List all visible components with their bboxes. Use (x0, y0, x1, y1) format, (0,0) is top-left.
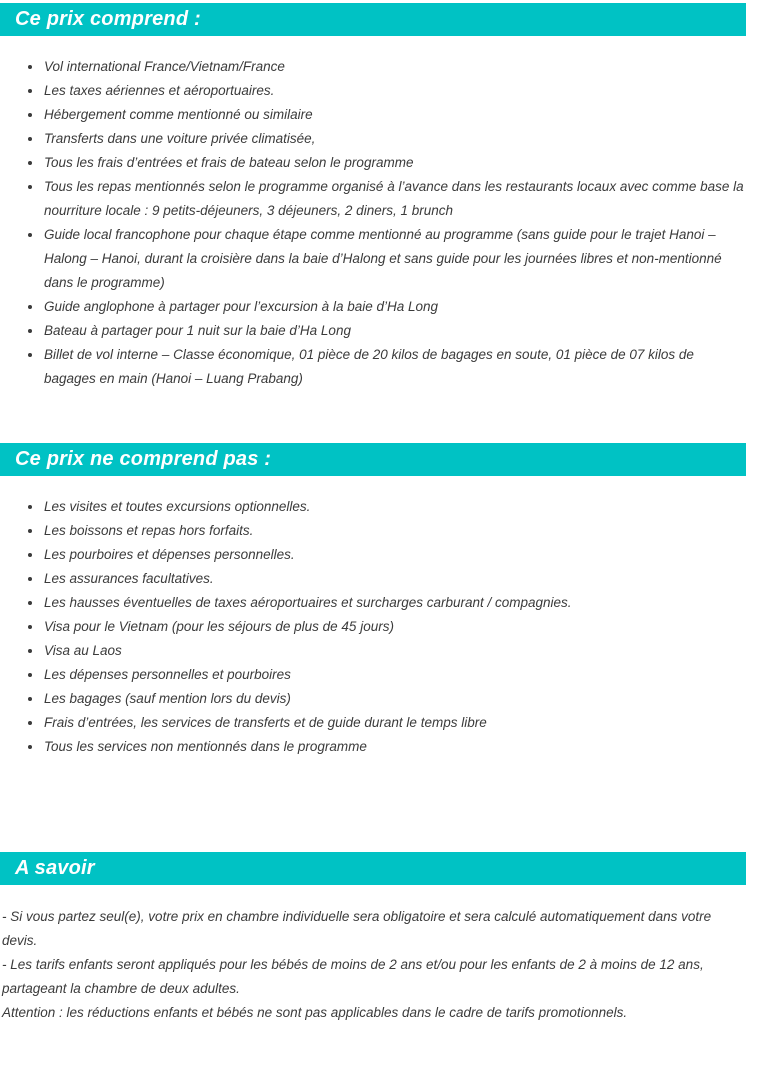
not-included-items-list (0, 495, 758, 759)
list-item: • Visa pour le Vietnam (pour les séjours de plus de 45 jours) (43, 615, 748, 639)
section-notes (0, 852, 758, 1025)
list-item: • Visa au Laos (43, 639, 748, 663)
tour-price-details-page (0, 3, 758, 1025)
list-item: • Tous les services non mentionnés dans le programme (43, 735, 748, 759)
list-item: • Les visites et toutes excursions optionnelles. (43, 495, 748, 519)
list-item: • Bateau à partager pour 1 nuit sur la baie d’Ha Long (43, 319, 748, 343)
list-item: • Hébergement comme mentionné ou similaire (43, 103, 748, 127)
note-line: - Si vous partez seul(e), votre prix en chambre individuelle sera obligatoire et sera calculé automatiquement dans votre devis. (2, 909, 712, 948)
list-item: • Les hausses éventuelles de taxes aéroportuaires et surcharges carburant / compagnies. (43, 591, 748, 615)
section-price-included (0, 3, 758, 391)
note-line: - Les tarifs enfants seront appliqués pour les bébés de moins de 2 ans et/ou pour les enfants de 2 à moins de 12 ans, partageant la chambre de deux adultes. (2, 957, 704, 996)
list-item: • Les pourboires et dépenses personnelles. (43, 543, 748, 567)
section-price-not-included (0, 443, 758, 759)
note-line: Attention : les réductions enfants et bébés ne sont pas applicables dans le cadre de tarifs promotionnels. (2, 1005, 628, 1020)
included-section-title: Ce prix comprend : (15, 8, 201, 30)
list-item: • Les taxes aériennes et aéroportuaires. (43, 79, 748, 103)
notes-text-block (0, 905, 750, 1025)
list-item: • Les assurances facultatives. (43, 567, 748, 591)
included-items-list (0, 55, 758, 391)
list-item: • Frais d’entrées, les services de transferts et de guide durant le temps libre (43, 711, 748, 735)
list-item: • Les dépenses personnelles et pourboires (43, 663, 748, 687)
list-item: • Billet de vol interne – Classe économique, 01 pièce de 20 kilos de bagages en soute, 01 pièce de 07 kilos de bagages en main (Hanoi – Luang Prabang) (43, 343, 748, 391)
list-item: • Vol international France/Vietnam/France (43, 55, 748, 79)
list-item: • Guide local francophone pour chaque étape comme mentionné au programme (sans guide pour le trajet Hanoi – Halong – Hanoi, durant la croisière dans la baie d’Halong et sans guide pour les journées libres et non-mentionné dans le programme) (43, 223, 748, 295)
list-item: • Les boissons et repas hors forfaits. (43, 519, 748, 543)
list-item: • Tous les frais d’entrées et frais de bateau selon le programme (43, 151, 748, 175)
notes-header-bar (0, 852, 746, 885)
not-included-header-bar (0, 443, 746, 476)
list-item: • Les bagages (sauf mention lors du devis) (43, 687, 748, 711)
list-item: • Tous les repas mentionnés selon le programme organisé à l’avance dans les restaurants locaux avec comme base la nourriture locale : 9 petits-déjeuners, 3 déjeuners, 2 diners, 1 brunch (43, 175, 748, 223)
included-header-bar (0, 3, 746, 36)
list-item: • Transferts dans une voiture privée climatisée, (43, 127, 748, 151)
list-item: • Guide anglophone à partager pour l’excursion à la baie d’Ha Long (43, 295, 748, 319)
not-included-section-title: Ce prix ne comprend pas : (15, 448, 272, 470)
notes-section-title: A savoir (15, 857, 95, 879)
